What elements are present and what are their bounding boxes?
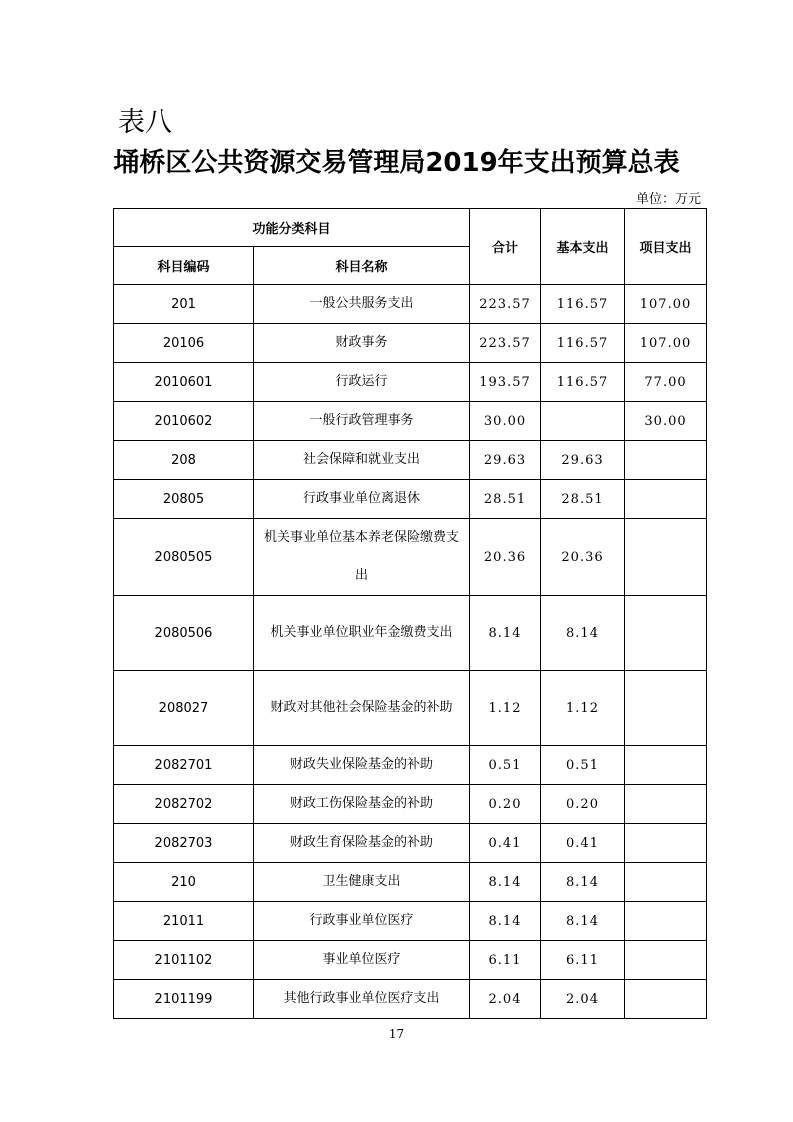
cell-total: 30.00 <box>470 402 541 441</box>
cell-subject-code: 2010602 <box>114 402 254 441</box>
cell-total: 0.20 <box>470 785 541 824</box>
cell-project-expenditure: 30.00 <box>625 402 707 441</box>
cell-subject-code: 2082701 <box>114 746 254 785</box>
cell-subject-name: 财政失业保险基金的补助 <box>254 746 470 785</box>
cell-basic-expenditure <box>541 402 625 441</box>
budget-table <box>113 208 707 1019</box>
cell-subject-code: 2101199 <box>114 980 254 1019</box>
cell-subject-name: 卫生健康支出 <box>254 863 470 902</box>
table-row <box>114 902 707 941</box>
header-basic-expenditure: 基本支出 <box>541 209 625 285</box>
cell-project-expenditure <box>625 480 707 519</box>
cell-basic-expenditure: 116.57 <box>541 363 625 402</box>
cell-total: 8.14 <box>470 596 541 671</box>
cell-project-expenditure: 107.00 <box>625 324 707 363</box>
cell-total: 20.36 <box>470 519 541 596</box>
cell-basic-expenditure: 8.14 <box>541 902 625 941</box>
cell-project-expenditure <box>625 596 707 671</box>
unit-label: 单位：万元 <box>635 192 701 207</box>
header-project-expenditure: 项目支出 <box>625 209 707 285</box>
table-row <box>114 363 707 402</box>
cell-subject-code: 20805 <box>114 480 254 519</box>
table-row <box>114 671 707 746</box>
cell-subject-code: 208 <box>114 441 254 480</box>
cell-subject-name: 其他行政事业单位医疗支出 <box>254 980 470 1019</box>
cell-subject-code: 2080505 <box>114 519 254 596</box>
cell-basic-expenditure: 28.51 <box>541 480 625 519</box>
table-row <box>114 324 707 363</box>
cell-subject-name: 一般公共服务支出 <box>254 285 470 324</box>
cell-basic-expenditure: 2.04 <box>541 980 625 1019</box>
table-label: 表八 <box>118 107 172 138</box>
table-row <box>114 519 707 596</box>
cell-basic-expenditure: 29.63 <box>541 441 625 480</box>
cell-subject-code: 208027 <box>114 671 254 746</box>
cell-project-expenditure <box>625 863 707 902</box>
header-functional-category: 功能分类科目 <box>114 209 470 247</box>
cell-subject-code: 201 <box>114 285 254 324</box>
cell-subject-code: 20106 <box>114 324 254 363</box>
table-row <box>114 596 707 671</box>
cell-project-expenditure: 107.00 <box>625 285 707 324</box>
cell-basic-expenditure: 20.36 <box>541 519 625 596</box>
cell-project-expenditure <box>625 941 707 980</box>
cell-subject-name: 行政运行 <box>254 363 470 402</box>
cell-subject-code: 2101102 <box>114 941 254 980</box>
cell-subject-name: 行政事业单位医疗 <box>254 902 470 941</box>
cell-subject-name: 财政工伤保险基金的补助 <box>254 785 470 824</box>
document-title: 埇桥区公共资源交易管理局2019年支出预算总表 <box>113 148 680 178</box>
cell-project-expenditure <box>625 902 707 941</box>
cell-project-expenditure <box>625 671 707 746</box>
cell-total: 223.57 <box>470 285 541 324</box>
cell-basic-expenditure: 0.51 <box>541 746 625 785</box>
cell-total: 8.14 <box>470 863 541 902</box>
cell-subject-name: 社会保障和就业支出 <box>254 441 470 480</box>
header-total: 合计 <box>470 209 541 285</box>
header-subject-name: 科目名称 <box>254 247 470 285</box>
cell-project-expenditure <box>625 746 707 785</box>
cell-basic-expenditure: 1.12 <box>541 671 625 746</box>
cell-total: 223.57 <box>470 324 541 363</box>
cell-basic-expenditure: 116.57 <box>541 285 625 324</box>
cell-subject-code: 2010601 <box>114 363 254 402</box>
table-row <box>114 863 707 902</box>
cell-project-expenditure: 77.00 <box>625 363 707 402</box>
cell-subject-name: 行政事业单位离退休 <box>254 480 470 519</box>
page-number: 17 <box>388 1027 405 1041</box>
cell-basic-expenditure: 0.20 <box>541 785 625 824</box>
cell-basic-expenditure: 8.14 <box>541 863 625 902</box>
cell-subject-name: 机关事业单位职业年金缴费支出 <box>254 596 470 671</box>
cell-subject-code: 2080506 <box>114 596 254 671</box>
cell-subject-code: 2082702 <box>114 785 254 824</box>
cell-project-expenditure <box>625 980 707 1019</box>
table-row <box>114 980 707 1019</box>
table-row <box>114 441 707 480</box>
cell-total: 8.14 <box>470 902 541 941</box>
table-row <box>114 785 707 824</box>
cell-total: 28.51 <box>470 480 541 519</box>
cell-basic-expenditure: 6.11 <box>541 941 625 980</box>
cell-total: 29.63 <box>470 441 541 480</box>
cell-basic-expenditure: 116.57 <box>541 324 625 363</box>
header-subject-code: 科目编码 <box>114 247 254 285</box>
table-row <box>114 480 707 519</box>
cell-subject-code: 21011 <box>114 902 254 941</box>
table-row <box>114 285 707 324</box>
cell-total: 6.11 <box>470 941 541 980</box>
cell-subject-code: 210 <box>114 863 254 902</box>
cell-total: 1.12 <box>470 671 541 746</box>
table-row <box>114 746 707 785</box>
cell-subject-name: 一般行政管理事务 <box>254 402 470 441</box>
cell-total: 0.51 <box>470 746 541 785</box>
table-row <box>114 941 707 980</box>
cell-project-expenditure <box>625 824 707 863</box>
table-row <box>114 402 707 441</box>
cell-subject-name: 财政事务 <box>254 324 470 363</box>
cell-total: 0.41 <box>470 824 541 863</box>
cell-project-expenditure <box>625 785 707 824</box>
cell-subject-name: 财政对其他社会保险基金的补助 <box>254 671 470 746</box>
cell-subject-code: 2082703 <box>114 824 254 863</box>
cell-basic-expenditure: 0.41 <box>541 824 625 863</box>
cell-project-expenditure <box>625 441 707 480</box>
cell-total: 193.57 <box>470 363 541 402</box>
cell-subject-name: 机关事业单位基本养老保险缴费支出 <box>254 519 470 596</box>
cell-subject-name: 事业单位医疗 <box>254 941 470 980</box>
table-row <box>114 824 707 863</box>
cell-basic-expenditure: 8.14 <box>541 596 625 671</box>
cell-total: 2.04 <box>470 980 541 1019</box>
cell-subject-name: 财政生育保险基金的补助 <box>254 824 470 863</box>
cell-project-expenditure <box>625 519 707 596</box>
